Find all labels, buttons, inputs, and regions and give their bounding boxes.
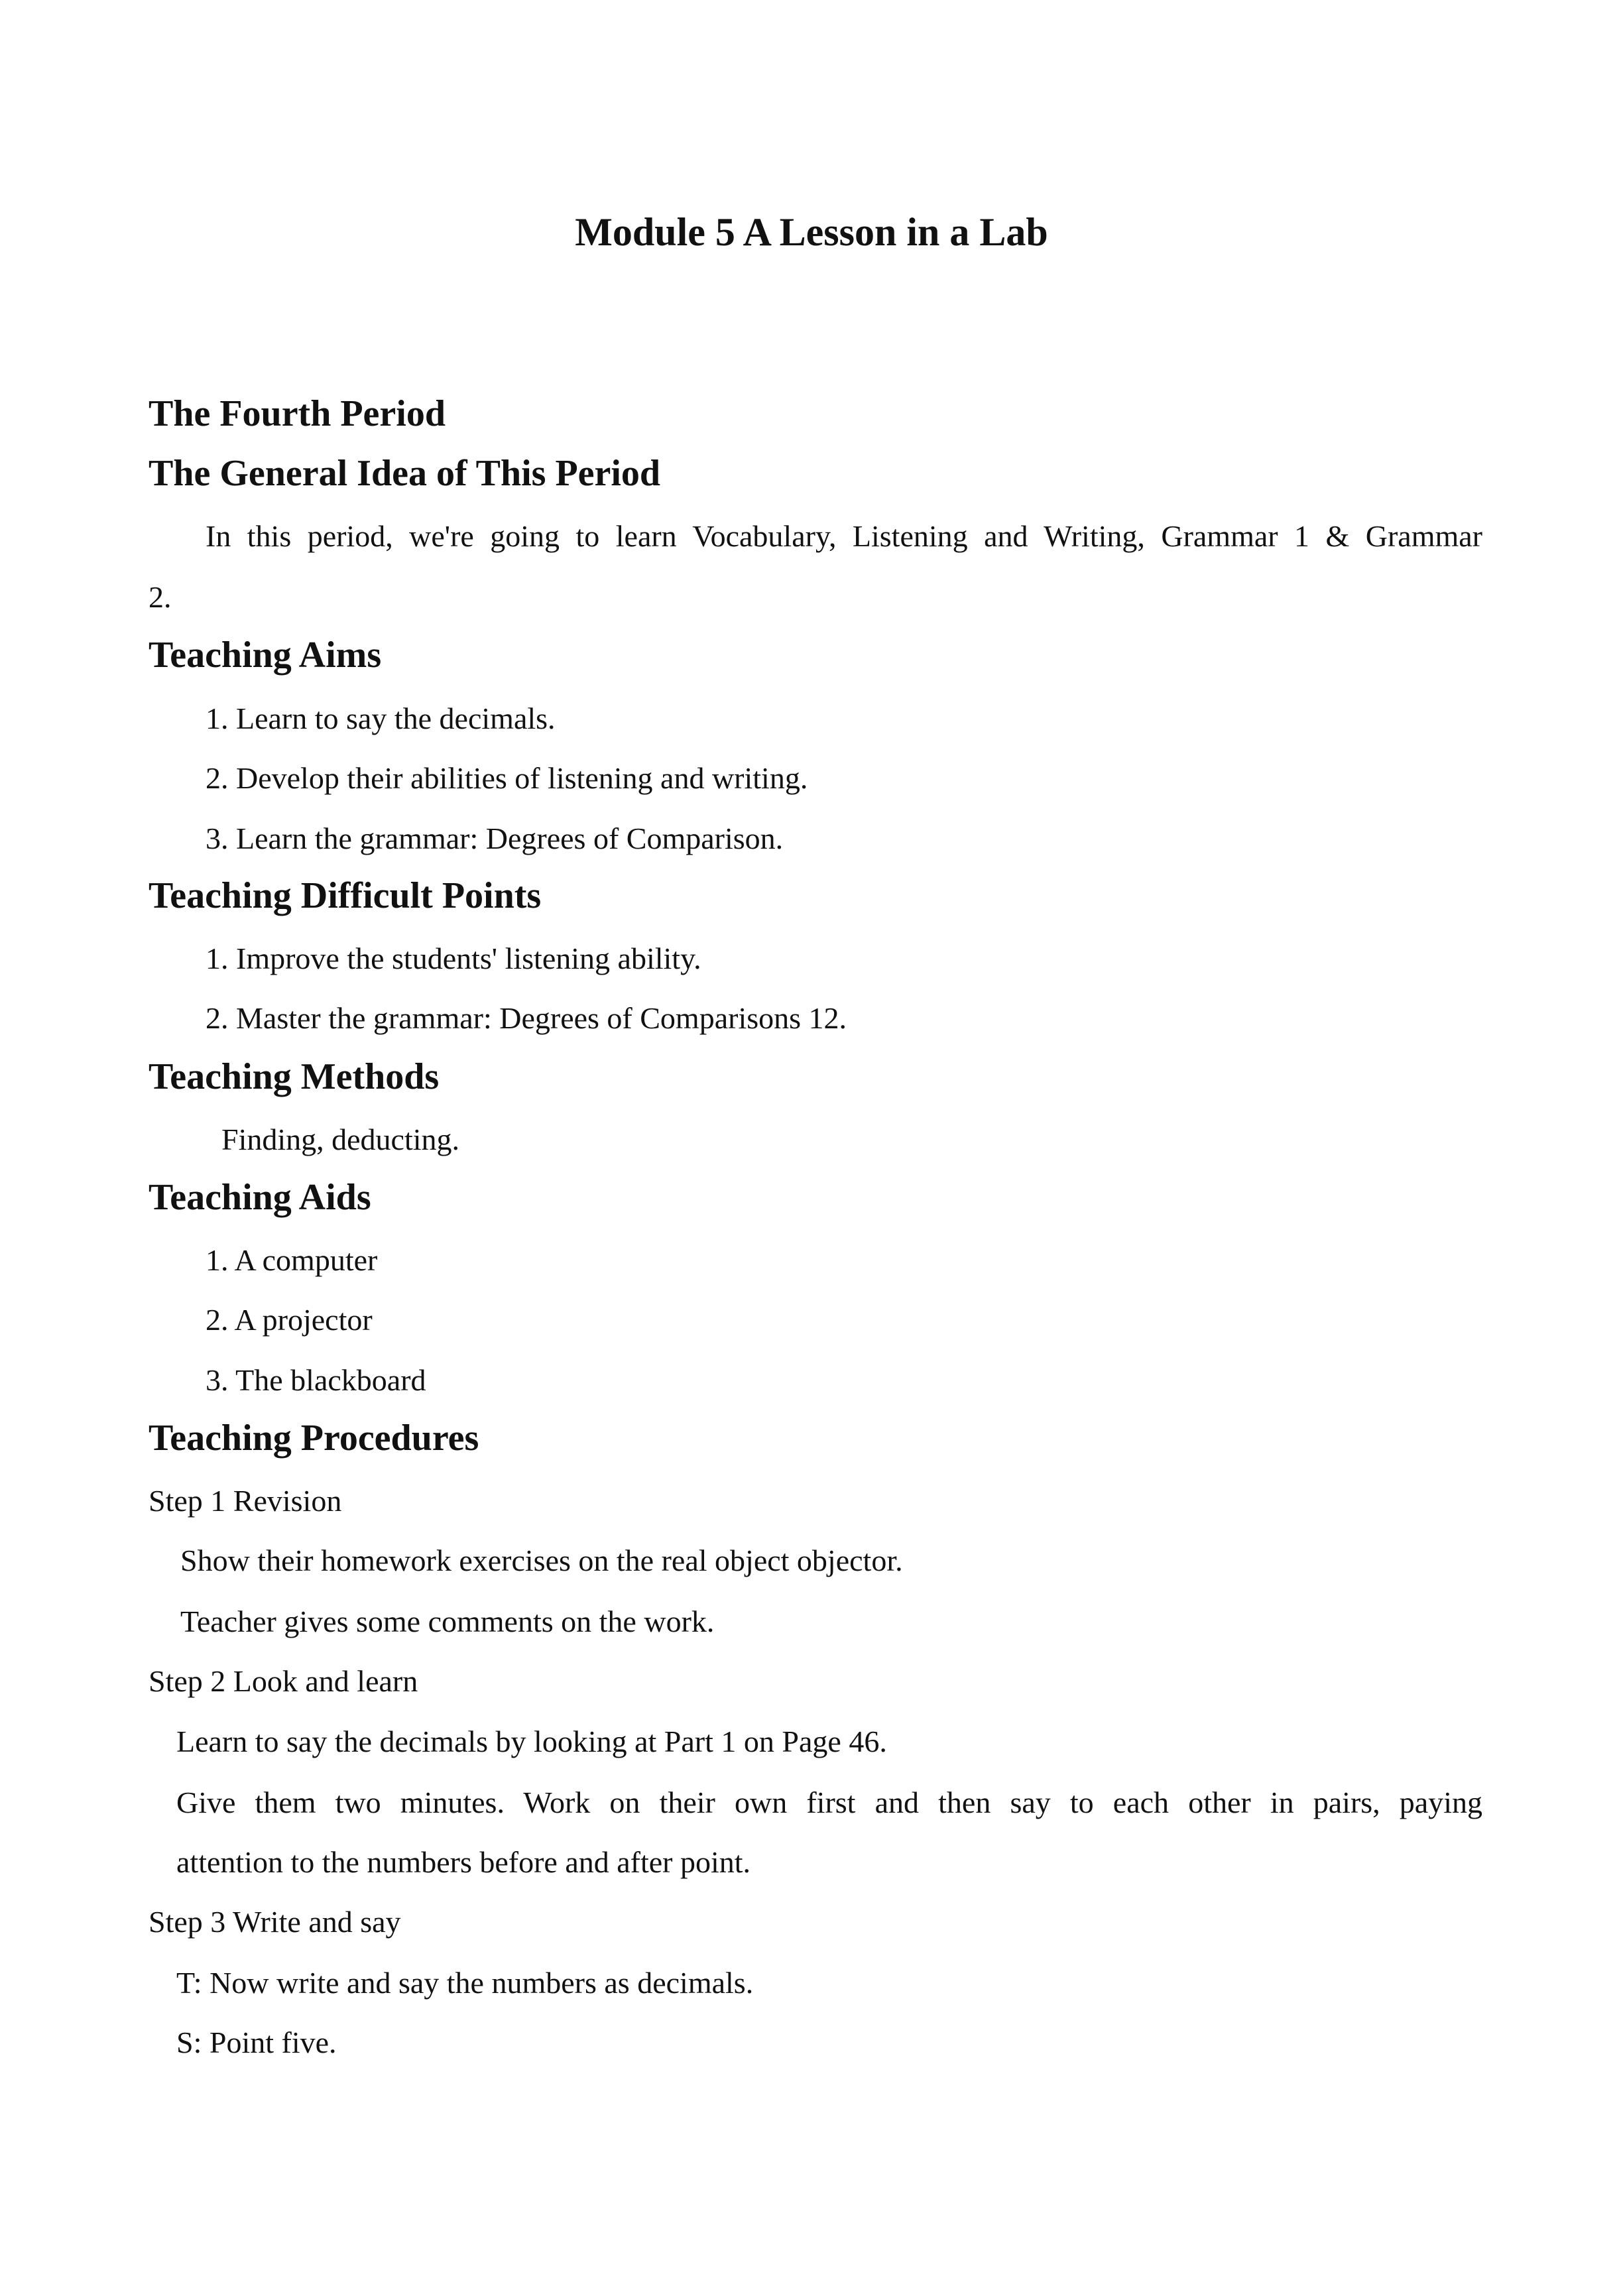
heading-teaching-procedures: Teaching Procedures: [149, 1418, 479, 1459]
step-3-label: Step 3 Write and say: [149, 1905, 401, 1939]
aims-item-3: 3. Learn the grammar: Degrees of Comparison.: [206, 821, 784, 855]
methods-text: Finding, deducting.: [221, 1122, 460, 1156]
heading-teaching-methods: Teaching Methods: [149, 1056, 440, 1097]
aids-item-3: 3. The blackboard: [206, 1363, 426, 1397]
heading-teaching-aims: Teaching Aims: [149, 634, 382, 676]
heading-general-idea: The General Idea of This Period: [149, 453, 661, 494]
step-2-line-2: Give them two minutes. Work on their own first and then say to each other in pairs, paying: [176, 1785, 1482, 1819]
general-idea-text-line2: 2.: [149, 580, 172, 614]
heading-teaching-aids: Teaching Aids: [149, 1177, 371, 1218]
step-2-line-1: Learn to say the decimals by looking at Part 1 on Page 46.: [176, 1724, 887, 1758]
step-3-line-2: S: Point five.: [176, 2025, 337, 2059]
general-idea-text-line1: In this period, we're going to learn Vocabulary, Listening and Writing, Grammar 1 & Grammar: [206, 519, 1482, 553]
step-1-line-2: Teacher gives some comments on the work.: [180, 1604, 715, 1638]
heading-difficult-points: Teaching Difficult Points: [149, 875, 542, 916]
step-2-label: Step 2 Look and learn: [149, 1664, 418, 1698]
step-2-line-3: attention to the numbers before and after point.: [176, 1845, 751, 1879]
aids-item-1: 1. A computer: [206, 1243, 378, 1277]
aids-item-2: 2. A projector: [206, 1303, 373, 1337]
heading-period: The Fourth Period: [149, 393, 446, 434]
step-1-label: Step 1 Revision: [149, 1484, 342, 1518]
aims-item-1: 1. Learn to say the decimals.: [206, 701, 556, 735]
step-3-line-1: T: Now write and say the numbers as decimals.: [176, 1966, 754, 2000]
aims-item-2: 2. Develop their abilities of listening and writing.: [206, 761, 808, 795]
step-1-line-1: Show their homework exercises on the real object objector.: [180, 1543, 903, 1577]
difficult-points-item-2: 2. Master the grammar: Degrees of Comparisons 12.: [206, 1001, 847, 1035]
difficult-points-item-1: 1. Improve the students' listening ability.: [206, 941, 701, 975]
page-title: Module 5 A Lesson in a Lab: [575, 210, 1048, 254]
